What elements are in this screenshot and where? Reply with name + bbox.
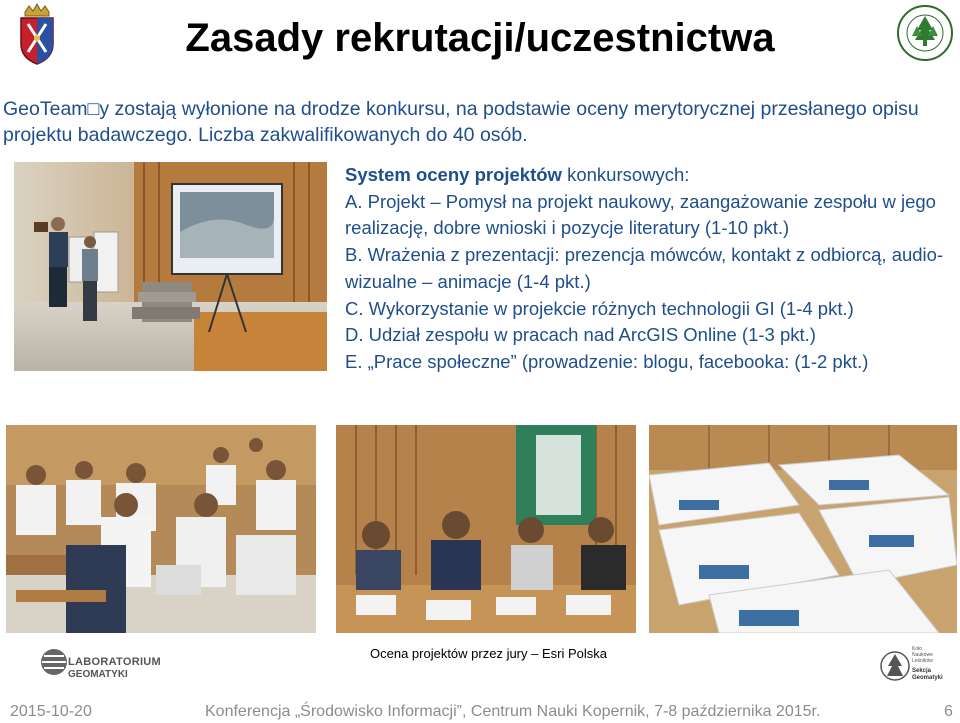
criteria-heading-rest: konkursowych: <box>561 164 690 185</box>
kolo-label-3: Leśników <box>912 658 933 664</box>
page-title: Zasady rekrutacji/uczestnictwa <box>185 16 775 60</box>
kolo-label-5: Geomatyki <box>912 675 943 681</box>
geomatyki-label: GEOMATYKI <box>68 669 128 680</box>
criteria-item-a: A. Projekt – Pomysł na projekt naukowy, zaangażowanie zespołu w jego realizację, dobre wnioski i pozycje literatury (1-10 pkt.) <box>345 190 936 239</box>
jury-photo <box>336 425 636 633</box>
kolo-label-4: Sekcja <box>912 668 932 674</box>
participants-photo <box>6 425 316 633</box>
laboratorium-label: LABORATORIUM <box>68 656 162 668</box>
criteria-item-d: D. Udział zespołu w pracach nad ArcGIS Online (1-3 pkt.) <box>345 324 816 346</box>
criteria-list <box>345 162 955 376</box>
laboratorium-geomatyki-logo <box>40 644 162 684</box>
criteria-item-e: E. „Prace społeczne” (prowadzenie: blogu, facebooka: (1-2 pkt.) <box>345 350 869 372</box>
criteria-heading <box>345 162 955 189</box>
kolo-label-2: Naukowe <box>912 652 933 658</box>
footer-conference: Konferencja „Środowisko Informacji”, Centrum Nauki Kopernik, 7-8 października 2015r. <box>205 703 821 720</box>
criteria-item-b: B. Wrażenia z prezentacji: prezencja mówców, kontakt z odbiorcą, audio-wizualne – animacje (1-4 pkt.) <box>345 244 944 292</box>
certificates-photo <box>649 425 957 633</box>
photo-caption: Ocena projektów przez jury – Esri Polska <box>370 646 607 661</box>
kolo-naukowe-logo <box>880 646 942 688</box>
criteria-item-c: C. Wykorzystanie w projekcie różnych technologii GI (1-4 pkt.) <box>345 297 854 319</box>
intro-paragraph: GeoTeam□y zostają wyłonione na drodze konkursu, na podstawie oceny merytorycznej przesłanego opisu projektu badawczego. Liczba zakwalifikowanych do 40 osób. <box>3 98 919 146</box>
kolo-label-1: Koło <box>912 646 923 652</box>
criteria-heading-bold: System oceny projektów <box>345 164 562 185</box>
footer-date: 2015-10-20 <box>10 703 92 720</box>
page-number: 6 <box>944 703 953 720</box>
presentation-photo <box>14 162 327 371</box>
